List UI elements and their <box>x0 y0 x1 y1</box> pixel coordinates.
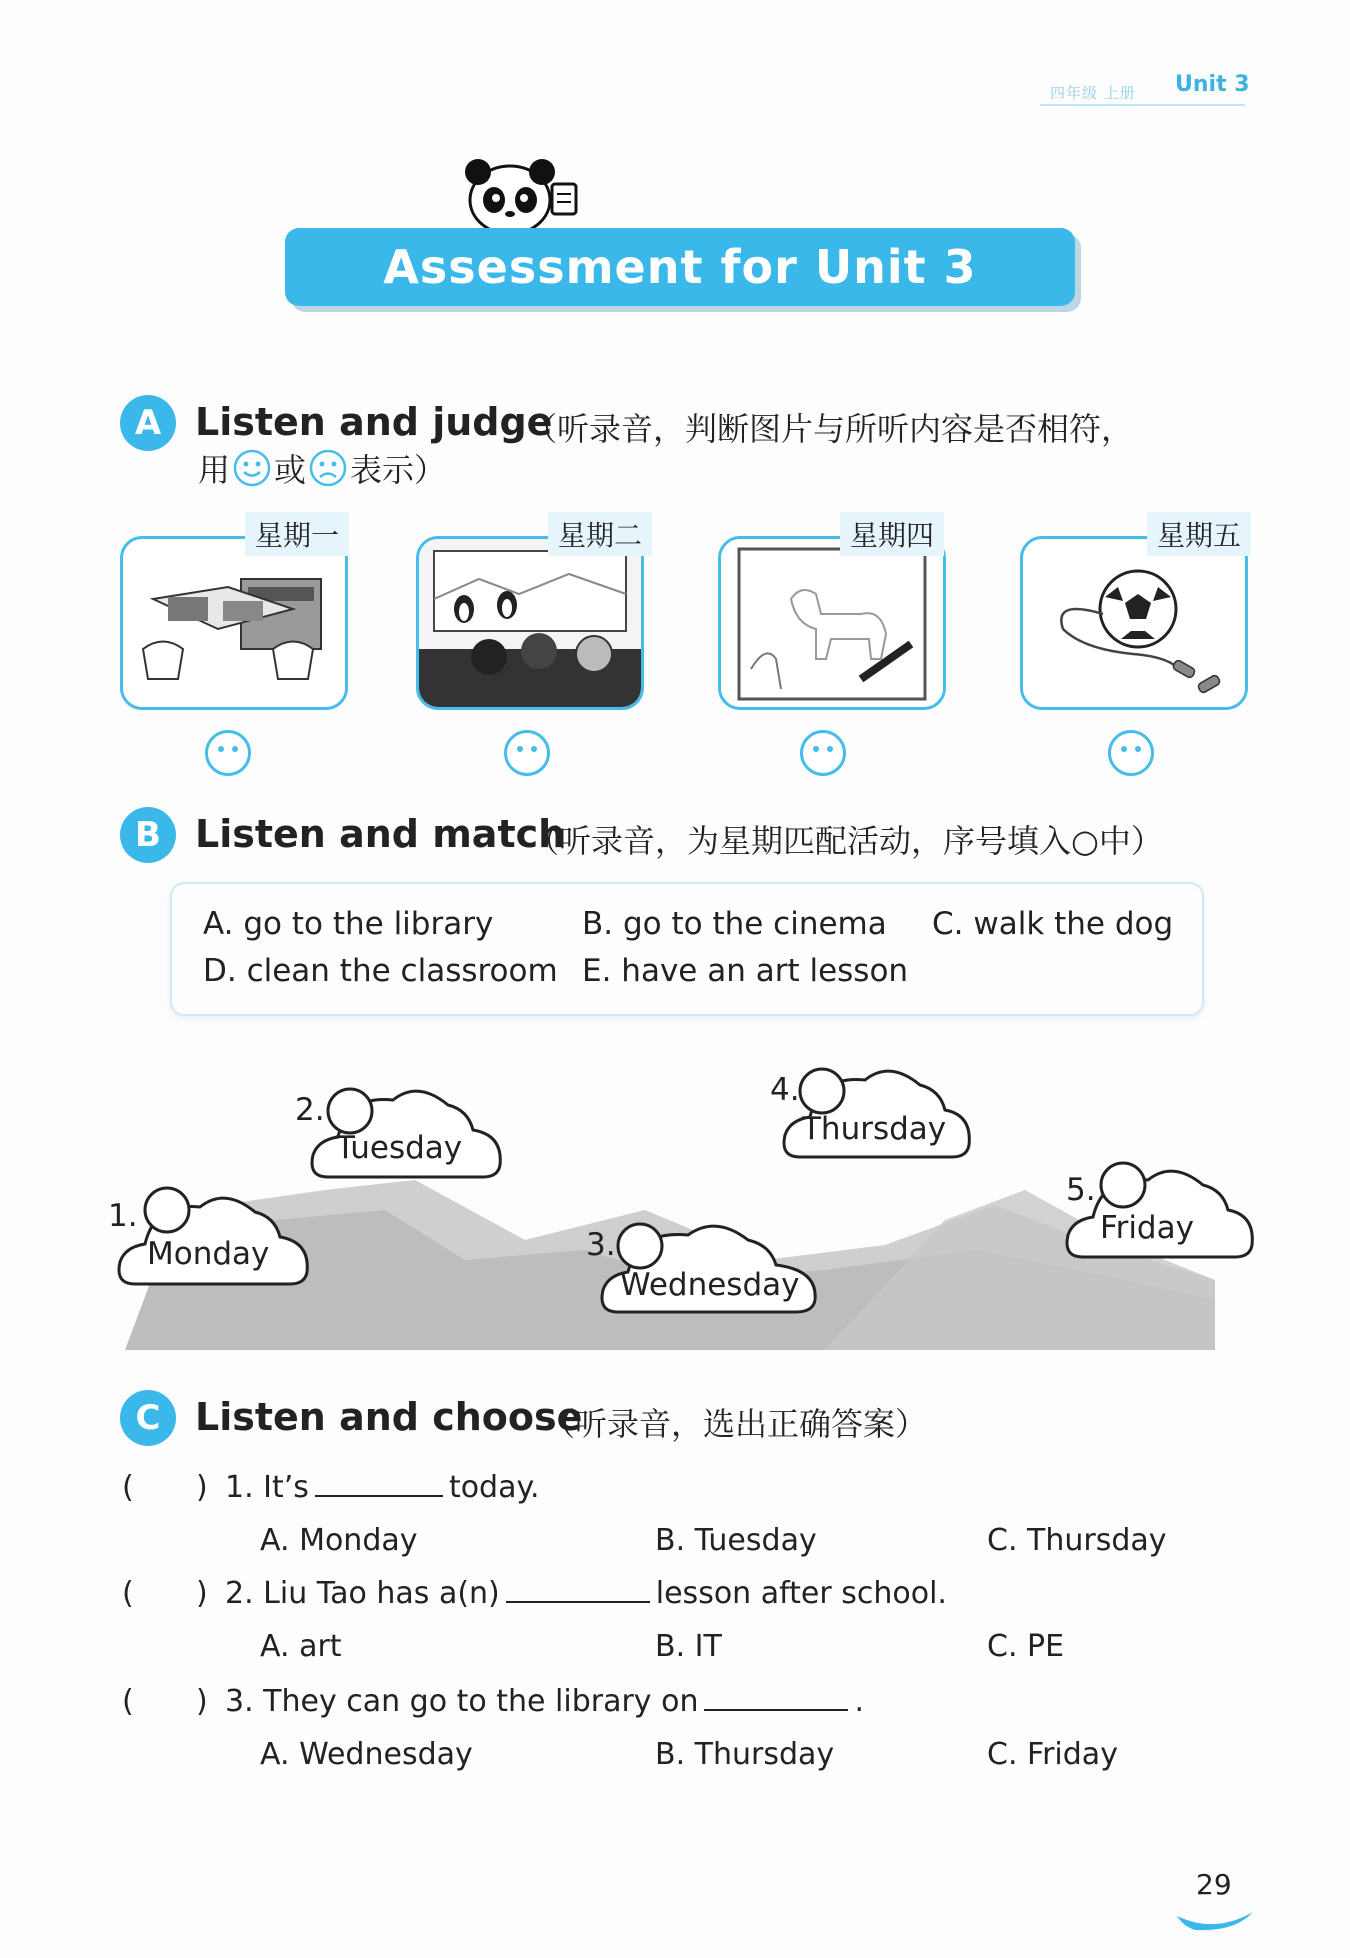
section-c-title: Listen and choose <box>195 1395 583 1439</box>
q3-option-b[interactable]: B. Thursday <box>655 1737 835 1772</box>
panda-mascot-icon <box>458 150 588 240</box>
cloud-day-thursday: Thursday <box>802 1111 947 1147</box>
section-c-badge: C <box>120 1390 176 1446</box>
judge-face-2[interactable] <box>504 730 550 776</box>
q3-option-c[interactable]: C. Friday <box>987 1737 1118 1772</box>
question-3-pre: 3. They can go to the library on <box>225 1684 699 1719</box>
section-b-title: Listen and match <box>195 812 566 856</box>
answer-slot-2[interactable] <box>145 1576 190 1612</box>
cinema-penguins-icon <box>419 539 641 707</box>
picture-label-monday: 星期一 <box>245 512 349 556</box>
cloud-monday <box>115 1172 315 1292</box>
picture-thursday <box>718 536 946 710</box>
answer-circle-monday[interactable] <box>146 1188 190 1232</box>
q2-option-b[interactable]: B. IT <box>655 1629 722 1664</box>
cloud-number-2: 2. <box>295 1092 325 1128</box>
section-b-badge: B <box>120 807 176 863</box>
question-3 <box>225 1684 864 1719</box>
activities-box <box>170 882 1204 1016</box>
cloud-number-4: 4. <box>770 1072 800 1108</box>
section-a-badge: A <box>120 395 176 451</box>
books-reading-icon <box>123 539 345 707</box>
q1-option-c[interactable]: C. Thursday <box>987 1523 1167 1558</box>
question-1-post: today. <box>448 1470 540 1505</box>
cloud-day-tuesday: Tuesday <box>336 1130 463 1166</box>
question-1 <box>225 1470 540 1505</box>
question-2-post: lesson after school. <box>655 1576 947 1611</box>
header-grade: 四年级 上册 <box>1050 84 1136 102</box>
title-banner <box>285 228 1075 306</box>
answer-circle-friday[interactable] <box>1101 1163 1145 1207</box>
answer-circle-thursday[interactable] <box>800 1069 844 1113</box>
section-b-note: （听录音，为星期匹配活动，序号填入○中） <box>527 822 1163 860</box>
drawing-dog-icon <box>721 539 943 707</box>
answer-bracket-close-1: ) <box>196 1470 208 1505</box>
note-or-text: 或 <box>274 451 307 489</box>
q2-option-a[interactable]: A. art <box>260 1629 342 1664</box>
question-3-blank[interactable] <box>704 1708 848 1711</box>
question-1-pre: 1. It’s <box>225 1470 309 1505</box>
section-c-note: （听录音，选出正确答案） <box>543 1405 928 1443</box>
page-number: 29 <box>1196 1868 1232 1901</box>
question-1-blank[interactable] <box>315 1494 443 1497</box>
answer-bracket-close-2: ) <box>196 1576 208 1611</box>
activity-b: B. go to the cinema <box>582 906 887 942</box>
q3-option-a[interactable]: A. Wednesday <box>260 1737 473 1772</box>
q1-option-b[interactable]: B. Tuesday <box>655 1523 817 1558</box>
activity-e: E. have an art lesson <box>582 953 909 989</box>
question-2-pre: 2. Liu Tao has a(n) <box>225 1576 500 1611</box>
q1-option-a[interactable]: A. Monday <box>260 1523 418 1558</box>
answer-slot-1[interactable] <box>145 1470 190 1506</box>
picture-tuesday <box>416 536 644 710</box>
picture-label-tuesday: 星期二 <box>548 512 652 556</box>
picture-label-thursday: 星期四 <box>840 512 944 556</box>
question-2-blank[interactable] <box>506 1600 650 1603</box>
question-2 <box>225 1576 947 1611</box>
answer-bracket-open-2: ( <box>122 1576 134 1611</box>
q2-option-c[interactable]: C. PE <box>987 1629 1065 1664</box>
question-3-post: . <box>854 1684 864 1719</box>
section-a-note-line1: （听录音，判断图片与所听内容是否相符， <box>525 410 1134 448</box>
activity-c: C. walk the dog <box>932 906 1174 942</box>
judge-face-1[interactable] <box>205 730 251 776</box>
page-number-swoosh-icon <box>1175 1908 1255 1934</box>
page-title: Assessment for Unit 3 <box>383 240 977 294</box>
happy-face-icon <box>232 448 272 488</box>
note-use-text: 用 <box>198 451 231 489</box>
cloud-number-1: 1. <box>108 1198 138 1234</box>
picture-monday <box>120 536 348 710</box>
judge-face-4[interactable] <box>1108 730 1154 776</box>
cloud-day-friday: Friday <box>1100 1210 1194 1246</box>
answer-bracket-open-3: ( <box>122 1684 134 1719</box>
header-divider <box>1040 104 1245 106</box>
activity-d: D. clean the classroom <box>203 953 558 989</box>
cloud-number-5: 5. <box>1066 1172 1096 1208</box>
cloud-day-monday: Monday <box>147 1236 270 1272</box>
answer-slot-3[interactable] <box>145 1684 190 1720</box>
note-express-text: 表示） <box>350 451 447 489</box>
section-a-title: Listen and judge <box>195 400 553 444</box>
answer-bracket-open-1: ( <box>122 1470 134 1505</box>
sad-face-icon <box>308 448 348 488</box>
cloud-day-wednesday: Wednesday <box>620 1267 800 1303</box>
section-a-note-line2 <box>198 446 446 490</box>
answer-bracket-close-3: ) <box>196 1684 208 1719</box>
header-unit: Unit 3 <box>1175 72 1250 97</box>
cloud-number-3: 3. <box>586 1227 616 1263</box>
answer-circle-tuesday[interactable] <box>328 1089 372 1133</box>
picture-friday <box>1020 536 1248 710</box>
judge-face-3[interactable] <box>800 730 846 776</box>
football-skipping-rope-icon <box>1023 539 1245 707</box>
answer-circle-wednesday[interactable] <box>618 1224 662 1268</box>
activity-a: A. go to the library <box>203 906 494 942</box>
picture-label-friday: 星期五 <box>1147 512 1251 556</box>
